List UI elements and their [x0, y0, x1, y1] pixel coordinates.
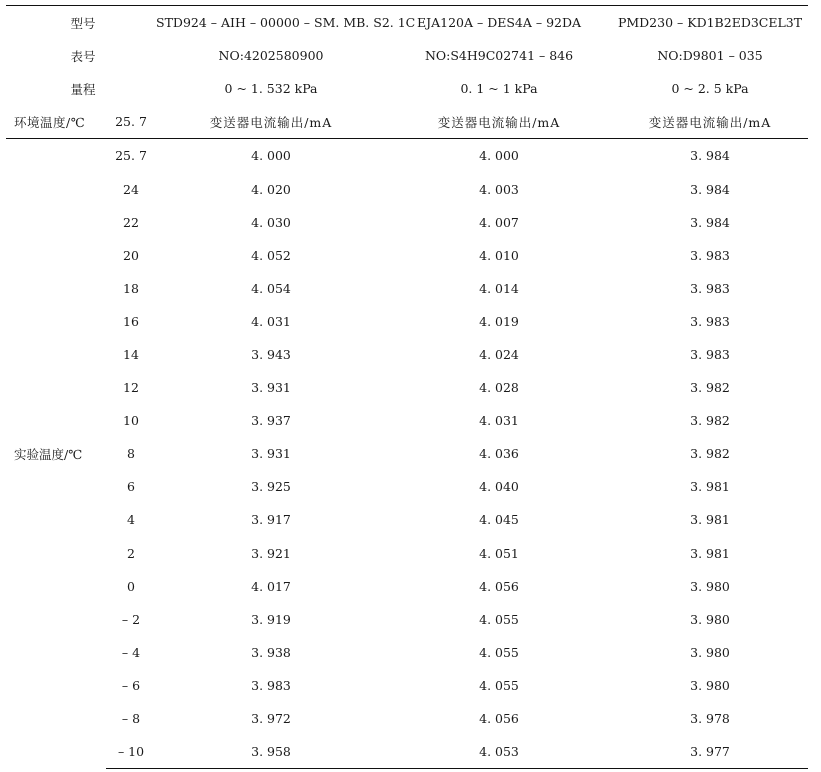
table-row [6, 636, 808, 669]
table-row [6, 371, 808, 404]
test-temp-cell: 10 [123, 413, 139, 429]
output-cell-1: 3. 917 [251, 512, 291, 528]
range-value-3: 0 ~ 2. 5 kPa [671, 81, 749, 97]
output-label-2: 变送器电流输出/mA [386, 105, 612, 139]
output-cell-1: 3. 983 [251, 677, 291, 693]
output-cell-3: 3. 981 [690, 512, 730, 528]
test-temp-cell: – 6 [121, 677, 141, 693]
output-cell-1: 4. 054 [251, 280, 291, 296]
table-row [6, 437, 808, 470]
table-row [6, 537, 808, 570]
table-row [6, 470, 808, 503]
output-cell-2: 4. 056 [479, 711, 519, 727]
table-row [6, 239, 808, 272]
output-cell-2: 4. 055 [479, 644, 519, 660]
test-temp-label: 实验温度/℃ [14, 447, 83, 463]
output-cell-3: 3. 980 [690, 611, 730, 627]
output-cell-3: 3. 982 [690, 380, 730, 396]
output-cell-1: 3. 931 [251, 446, 291, 462]
header-row-range [6, 72, 808, 105]
serial-value-3: NO:D9801 – 035 [657, 48, 763, 64]
output-cell-1: 4. 052 [251, 247, 291, 263]
output-cell-2: 4. 055 [479, 611, 519, 627]
output-cell-1: 3. 919 [251, 611, 291, 627]
test-temp-cell: 4 [127, 512, 135, 528]
serial-value-2: NO:S4H9C02741 – 846 [424, 48, 574, 64]
header-row-model [6, 6, 808, 40]
range-value-1: 0 ~ 1. 532 kPa [224, 81, 318, 97]
range-value-2: 0. 1 ~ 1 kPa [460, 81, 538, 97]
table-row [6, 603, 808, 636]
serial-value-1: NO:4202580900 [218, 48, 324, 64]
test-temp-cell: 0 [127, 578, 135, 594]
output-cell-2: 4. 040 [479, 479, 519, 495]
table-row [6, 305, 808, 338]
output-cell-1: 4. 020 [251, 181, 291, 197]
test-temp-cell: 24 [123, 181, 139, 197]
output-cell-3: 3. 981 [690, 479, 730, 495]
model-value-2: EJA120A – DES4A – 92DA [386, 6, 612, 40]
test-temp-cell: 18 [123, 280, 139, 296]
output-cell-2: 4. 000 [479, 148, 519, 164]
table-row [6, 503, 808, 536]
output-cell-3: 3. 978 [690, 711, 730, 727]
test-temp-cell: 6 [127, 479, 135, 495]
output-cell-2: 4. 003 [479, 181, 519, 197]
output-cell-3: 3. 983 [690, 280, 730, 296]
output-cell-3: 3. 984 [690, 181, 730, 197]
table-row [6, 338, 808, 371]
test-temp-cell: 2 [127, 545, 135, 561]
output-cell-3: 3. 983 [690, 313, 730, 329]
output-cell-2: 4. 019 [479, 313, 519, 329]
output-cell-2: 4. 024 [479, 346, 519, 362]
output-cell-2: 4. 053 [386, 735, 612, 769]
output-cell-2: 4. 010 [479, 247, 519, 263]
output-cell-1: 3. 938 [251, 644, 291, 660]
output-cell-2: 4. 028 [479, 380, 519, 396]
test-temp-cell: – 10 [106, 735, 156, 769]
output-cell-1: 4. 031 [251, 313, 291, 329]
ambient-temp-label: 环境温度/℃ [6, 105, 106, 139]
header-row-ambient [6, 105, 808, 139]
output-label-3: 变送器电流输出/mA [612, 105, 808, 139]
table-row [6, 570, 808, 603]
output-cell-1: 3. 958 [156, 735, 386, 769]
test-temp-cell: 14 [123, 346, 139, 362]
output-cell-1: 3. 921 [251, 545, 291, 561]
output-cell-3: 3. 982 [690, 446, 730, 462]
serial-label: 表号 [70, 48, 96, 64]
table-header [6, 6, 808, 139]
range-label: 量程 [70, 81, 96, 97]
ambient-temp-value: 25. 7 [106, 105, 156, 139]
output-cell-1: 3. 972 [251, 711, 291, 727]
output-cell-3: 3. 980 [690, 677, 730, 693]
output-cell-1: 4. 017 [251, 578, 291, 594]
test-temp-cell: 20 [123, 247, 139, 263]
test-temp-cell: 25. 7 [115, 148, 147, 164]
table-row [6, 702, 808, 735]
output-cell-3: 3. 982 [690, 413, 730, 429]
output-cell-3: 3. 980 [690, 644, 730, 660]
output-cell-3: 3. 983 [690, 247, 730, 263]
test-temp-cell: 22 [123, 214, 139, 230]
output-cell-3: 3. 977 [612, 735, 808, 769]
output-cell-2: 4. 036 [479, 446, 519, 462]
output-cell-3: 3. 984 [690, 148, 730, 164]
output-cell-1: 4. 000 [251, 148, 291, 164]
output-cell-1: 4. 030 [251, 214, 291, 230]
test-temp-cell: – 4 [121, 644, 141, 660]
output-cell-3: 3. 984 [690, 214, 730, 230]
test-temp-cell: 8 [127, 446, 135, 462]
table-row [6, 172, 808, 205]
output-cell-2: 4. 031 [479, 413, 519, 429]
table-row [6, 206, 808, 239]
model-value-3: PMD230 – KD1B2ED3CEL3T [612, 6, 808, 40]
output-cell-2: 4. 014 [479, 280, 519, 296]
transmitter-temperature-table [6, 5, 808, 769]
output-cell-2: 4. 045 [479, 512, 519, 528]
test-temp-cell: 12 [123, 380, 139, 396]
header-row-serial [6, 39, 808, 72]
output-cell-1: 3. 931 [251, 380, 291, 396]
table-row [6, 404, 808, 437]
output-cell-2: 4. 051 [479, 545, 519, 561]
output-cell-1: 3. 937 [251, 413, 291, 429]
test-temp-cell: – 2 [121, 611, 141, 627]
table-body [6, 139, 808, 769]
output-cell-2: 4. 007 [479, 214, 519, 230]
output-label-1: 变送器电流输出/mA [156, 105, 386, 139]
output-cell-2: 4. 056 [479, 578, 519, 594]
test-temp-cell: 16 [123, 313, 139, 329]
output-cell-1: 3. 925 [251, 479, 291, 495]
output-cell-2: 4. 055 [479, 677, 519, 693]
table-row [6, 139, 808, 173]
model-label: 型号 [6, 6, 156, 40]
output-cell-3: 3. 981 [690, 545, 730, 561]
output-cell-1: 3. 943 [251, 346, 291, 362]
table-row [6, 669, 808, 702]
table-row [6, 735, 808, 769]
test-temp-cell: – 8 [121, 711, 141, 727]
output-cell-3: 3. 980 [690, 578, 730, 594]
output-cell-3: 3. 983 [690, 346, 730, 362]
model-value-1: STD924 – AIH – 00000 – SM. MB. S2. 1C [156, 6, 386, 40]
table-row [6, 272, 808, 305]
